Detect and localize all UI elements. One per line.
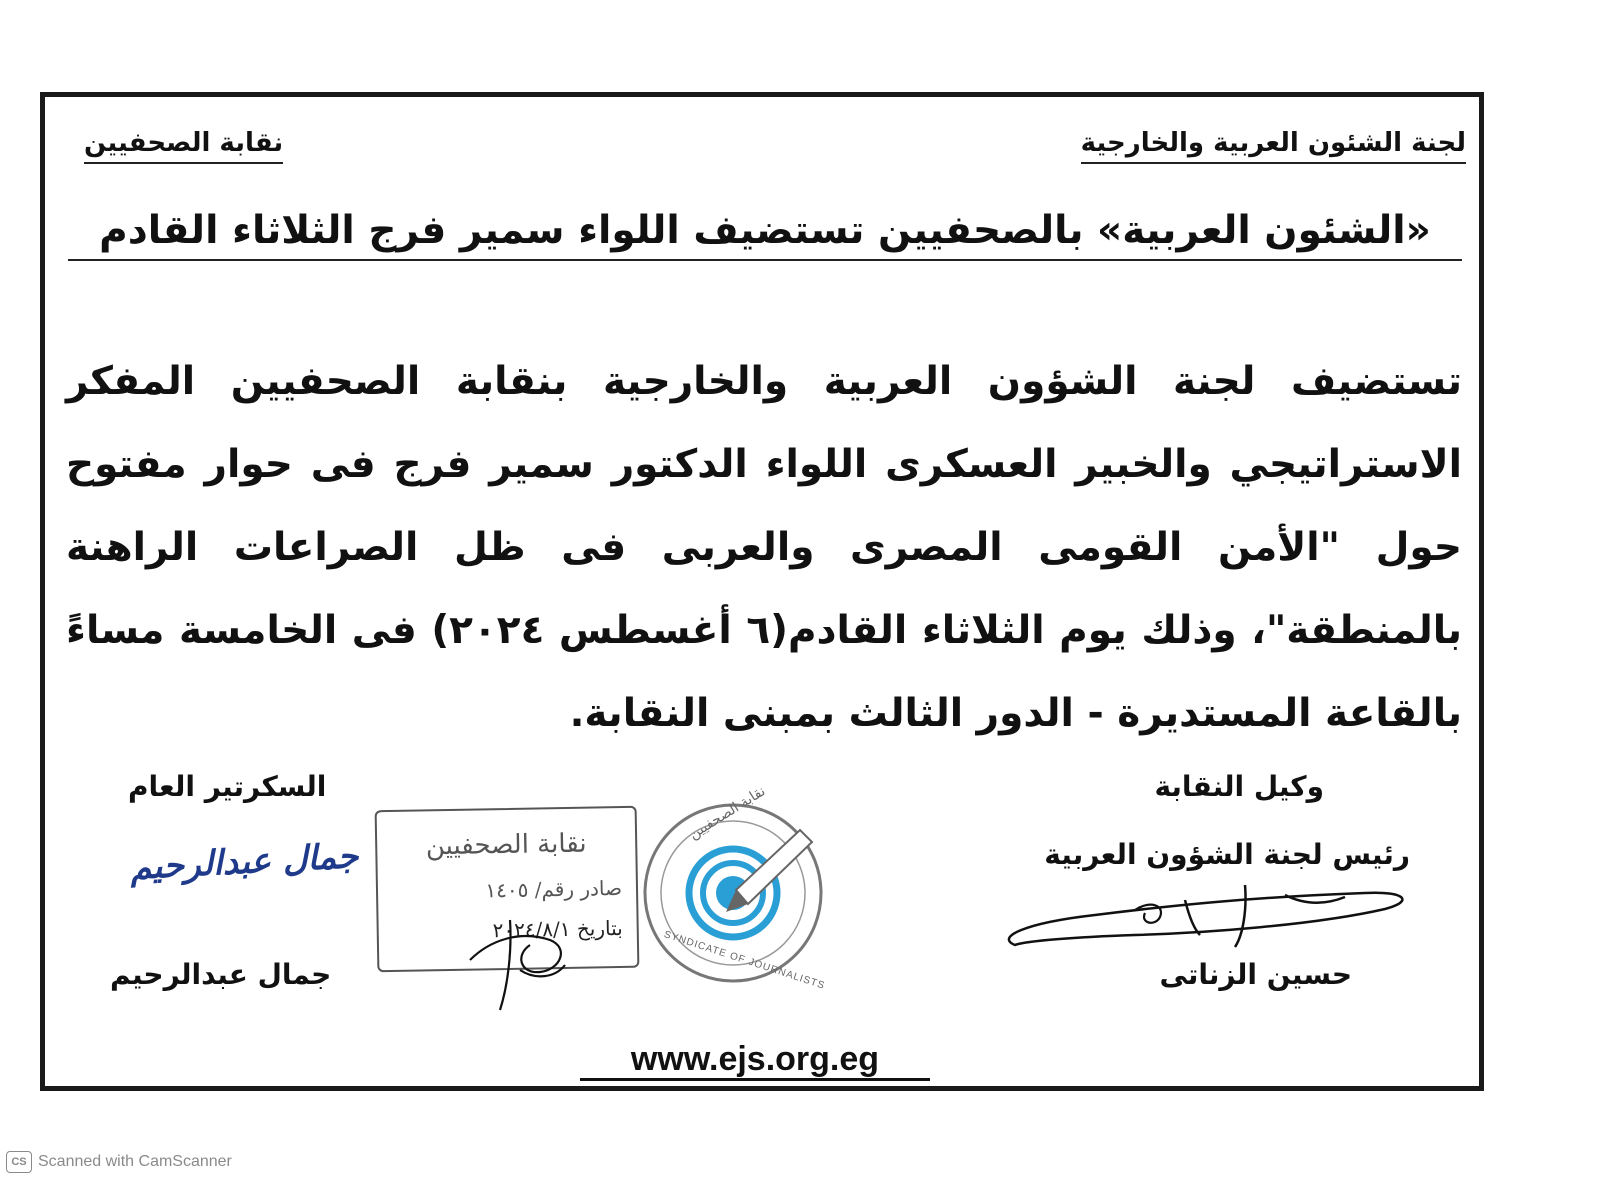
camscanner-footer <box>6 1151 232 1173</box>
seal-text-arabic: نقابة الصحفيين <box>686 783 769 843</box>
committee-head-title: رئيس لجنة الشؤون العربية <box>1044 838 1410 871</box>
stamp-signature <box>460 900 580 1015</box>
camscanner-text: Scanned with CamScanner <box>38 1153 232 1170</box>
handwritten-signature: جمال عبدالرحيم <box>129 836 360 888</box>
syndicate-header: نقابة الصحفيين <box>84 128 283 164</box>
deputy-title: وكيل النقابة <box>1154 770 1324 803</box>
stamp-line-date: بتاريخ ٢٠٢٤/٨/١ <box>492 915 623 943</box>
committee-header: لجنة الشئون العربية والخارجية <box>1081 128 1466 164</box>
website-link[interactable]: www.ejs.org.eg <box>580 1042 930 1081</box>
secretary-title: السكرتير العام <box>128 770 327 803</box>
abdelrahim-name: جمال عبدالرحيم <box>110 958 332 991</box>
headline: «الشئون العربية» بالصحفيين تستضيف اللواء سمير فرج الثلاثاء القادم <box>68 208 1462 261</box>
stamp-line-number: صادر رقم/ ١٤٠٥ <box>485 875 623 903</box>
seal-text-english: SYNDICATE OF JOURNALISTS <box>662 929 827 992</box>
zanaty-name: حسين الزناتى <box>1159 958 1352 991</box>
camscanner-logo-icon: CS <box>6 1151 32 1173</box>
body-paragraph: تستضيف لجنة الشؤون العربية والخارجية بنقابة الصحفيين المفكر الاستراتيجي والخبير العسكرى اللواء الدكتور سمير فرج فى حوار مفتوح حول "الأمن القومى المصرى والعربى فى ظل الصراعات الراهنة بالمنطقة"، وذلك يوم الثلاثاء القادم(٦ أغسطس ٢٠٢٤) فى الخامسة مساءً بالقاعة المستديرة - الدور الثالث بمبنى النقابة. <box>66 359 1462 736</box>
stamp-line-syndicate: نقابة الصحفيين <box>425 828 587 862</box>
